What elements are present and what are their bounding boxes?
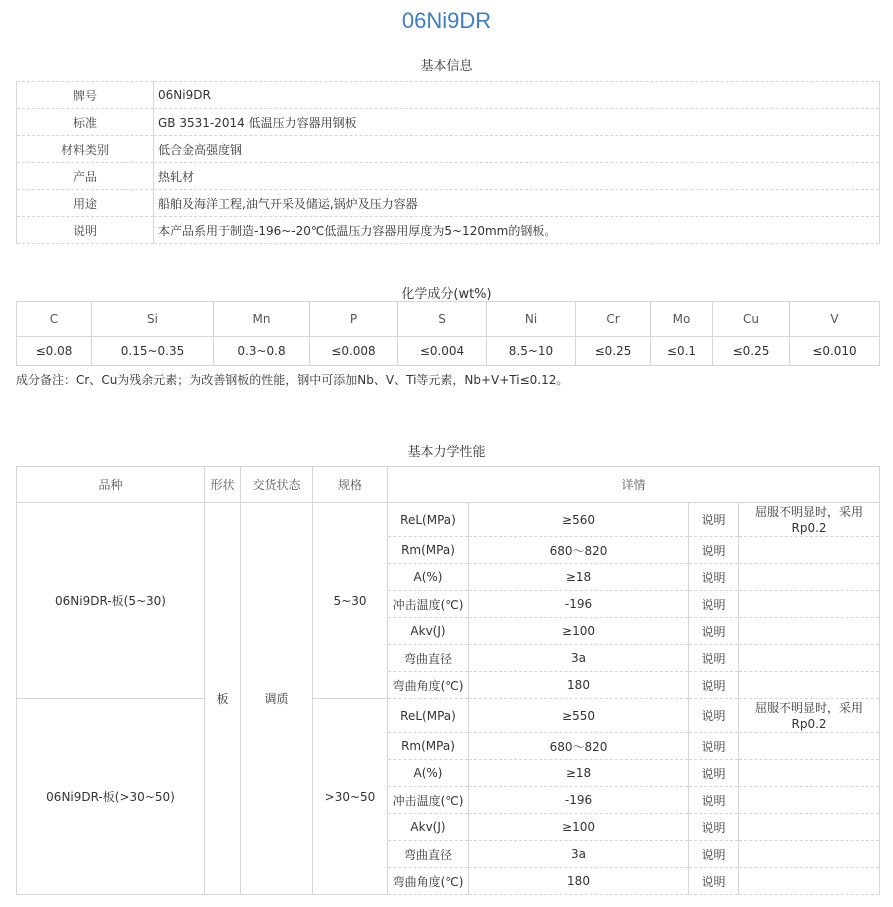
prop-remark bbox=[739, 814, 880, 841]
chem-element: S bbox=[398, 302, 487, 337]
prop-value: ≥560 bbox=[469, 503, 689, 537]
prop-remark bbox=[739, 787, 880, 814]
prop-remark bbox=[739, 564, 880, 591]
prop-name: Akv(J) bbox=[388, 618, 469, 645]
basic-value: 热轧材 bbox=[154, 163, 880, 190]
prop-name: 弯曲直径 bbox=[388, 841, 469, 868]
prop-label: 说明 bbox=[689, 733, 739, 760]
prop-value: -196 bbox=[469, 591, 689, 618]
prop-name: ReL(MPa) bbox=[388, 503, 469, 537]
prop-name: Rm(MPa) bbox=[388, 733, 469, 760]
prop-remark bbox=[739, 672, 880, 699]
chem-value: 0.3~0.8 bbox=[214, 337, 310, 366]
prop-name: Rm(MPa) bbox=[388, 537, 469, 564]
prop-label: 说明 bbox=[689, 537, 739, 564]
prop-label: 说明 bbox=[689, 645, 739, 672]
shape-cell: 板 bbox=[205, 503, 241, 895]
basic-value: 本产品系用于制造-196~-20℃低温压力容器用厚度为5~120mm的钢板。 bbox=[154, 217, 880, 244]
prop-label: 说明 bbox=[689, 760, 739, 787]
chem-element: Cu bbox=[713, 302, 790, 337]
chem-element: P bbox=[310, 302, 398, 337]
prop-label: 说明 bbox=[689, 672, 739, 699]
prop-label: 说明 bbox=[689, 787, 739, 814]
basic-row bbox=[17, 163, 880, 190]
prop-remark bbox=[739, 537, 880, 564]
basic-info-table bbox=[16, 81, 880, 244]
prop-name: 弯曲直径 bbox=[388, 645, 469, 672]
prop-value: 680～820 bbox=[469, 537, 689, 564]
mech-row bbox=[17, 699, 880, 733]
chem-element: Si bbox=[92, 302, 214, 337]
basic-row bbox=[17, 109, 880, 136]
chem-element: Ni bbox=[487, 302, 576, 337]
basic-row bbox=[17, 82, 880, 109]
prop-value: ≥100 bbox=[469, 814, 689, 841]
mech-table bbox=[16, 466, 880, 895]
chem-table bbox=[16, 301, 880, 366]
col-delivery: 交货状态 bbox=[241, 467, 313, 503]
prop-value: ≥100 bbox=[469, 618, 689, 645]
variety-cell: 06Ni9DR-板(>30~50) bbox=[17, 699, 205, 895]
prop-remark bbox=[739, 760, 880, 787]
chem-value: ≤0.010 bbox=[790, 337, 880, 366]
prop-remark bbox=[739, 618, 880, 645]
prop-value: -196 bbox=[469, 787, 689, 814]
prop-name: 冲击温度(℃) bbox=[388, 787, 469, 814]
prop-label: 说明 bbox=[689, 564, 739, 591]
chem-value: 0.15~0.35 bbox=[92, 337, 214, 366]
prop-value: 3a bbox=[469, 841, 689, 868]
prop-name: 弯曲角度(℃) bbox=[388, 868, 469, 895]
prop-remark bbox=[739, 841, 880, 868]
prop-remark: 屈服不明显时，采用Rp0.2 bbox=[739, 699, 880, 733]
spec-cell: 5~30 bbox=[313, 503, 388, 699]
basic-value: GB 3531-2014 低温压力容器用钢板 bbox=[154, 109, 880, 136]
prop-value: 180 bbox=[469, 672, 689, 699]
prop-name: 冲击温度(℃) bbox=[388, 591, 469, 618]
col-spec: 规格 bbox=[313, 467, 388, 503]
prop-name: A(%) bbox=[388, 760, 469, 787]
basic-row bbox=[17, 217, 880, 244]
chem-element: Mo bbox=[651, 302, 713, 337]
basic-value: 船舶及海洋工程,油气开采及储运,锅炉及压力容器 bbox=[154, 190, 880, 217]
basic-value: 06Ni9DR bbox=[154, 82, 880, 109]
chem-heading: 化学成分(wt%) bbox=[401, 287, 492, 302]
prop-value: ≥18 bbox=[469, 760, 689, 787]
chem-element: Cr bbox=[576, 302, 651, 337]
prop-value: 680～820 bbox=[469, 733, 689, 760]
prop-value: 180 bbox=[469, 868, 689, 895]
chem-value: ≤0.25 bbox=[713, 337, 790, 366]
chem-value: ≤0.25 bbox=[576, 337, 651, 366]
page-title: 06Ni9DR bbox=[401, 8, 492, 33]
delivery-cell: 调质 bbox=[241, 503, 313, 895]
prop-remark bbox=[739, 591, 880, 618]
prop-name: 弯曲角度(℃) bbox=[388, 672, 469, 699]
prop-name: ReL(MPa) bbox=[388, 699, 469, 733]
basic-value: 低合金高强度钢 bbox=[154, 136, 880, 163]
chem-element: Mn bbox=[214, 302, 310, 337]
prop-label: 说明 bbox=[689, 618, 739, 645]
prop-value: 3a bbox=[469, 645, 689, 672]
col-shape: 形状 bbox=[205, 467, 241, 503]
chem-element: C bbox=[17, 302, 92, 337]
prop-value: ≥18 bbox=[469, 564, 689, 591]
basic-key: 材料类别 bbox=[17, 136, 154, 163]
col-detail: 详情 bbox=[388, 467, 880, 503]
prop-label: 说明 bbox=[689, 841, 739, 868]
basic-row bbox=[17, 136, 880, 163]
prop-remark bbox=[739, 733, 880, 760]
chem-value: ≤0.004 bbox=[398, 337, 487, 366]
chem-note: 成分备注：Cr、Cu为残余元素；为改善钢板的性能，钢中可添加Nb、V、Ti等元素，Nb+V+Ti≤0.12。 bbox=[16, 373, 569, 387]
chem-element: V bbox=[790, 302, 880, 337]
basic-info-heading: 基本信息 bbox=[420, 59, 473, 74]
prop-label: 说明 bbox=[689, 814, 739, 841]
basic-row bbox=[17, 190, 880, 217]
col-variety: 品种 bbox=[17, 467, 205, 503]
prop-label: 说明 bbox=[689, 591, 739, 618]
mech-heading: 基本力学性能 bbox=[407, 445, 486, 460]
prop-label: 说明 bbox=[689, 699, 739, 733]
basic-key: 说明 bbox=[17, 217, 154, 244]
prop-remark bbox=[739, 645, 880, 672]
chem-value: 8.5~10 bbox=[487, 337, 576, 366]
prop-remark: 屈服不明显时，采用Rp0.2 bbox=[739, 503, 880, 537]
chem-value: ≤0.008 bbox=[310, 337, 398, 366]
chem-value: ≤0.08 bbox=[17, 337, 92, 366]
prop-name: A(%) bbox=[388, 564, 469, 591]
variety-cell: 06Ni9DR-板(5~30) bbox=[17, 503, 205, 699]
prop-label: 说明 bbox=[689, 503, 739, 537]
spec-cell: >30~50 bbox=[313, 699, 388, 895]
mech-row bbox=[17, 503, 880, 537]
basic-key: 用途 bbox=[17, 190, 154, 217]
prop-name: Akv(J) bbox=[388, 814, 469, 841]
basic-key: 标准 bbox=[17, 109, 154, 136]
chem-value: ≤0.1 bbox=[651, 337, 713, 366]
prop-label: 说明 bbox=[689, 868, 739, 895]
basic-key: 产品 bbox=[17, 163, 154, 190]
prop-remark bbox=[739, 868, 880, 895]
basic-key: 牌号 bbox=[17, 82, 154, 109]
prop-value: ≥550 bbox=[469, 699, 689, 733]
